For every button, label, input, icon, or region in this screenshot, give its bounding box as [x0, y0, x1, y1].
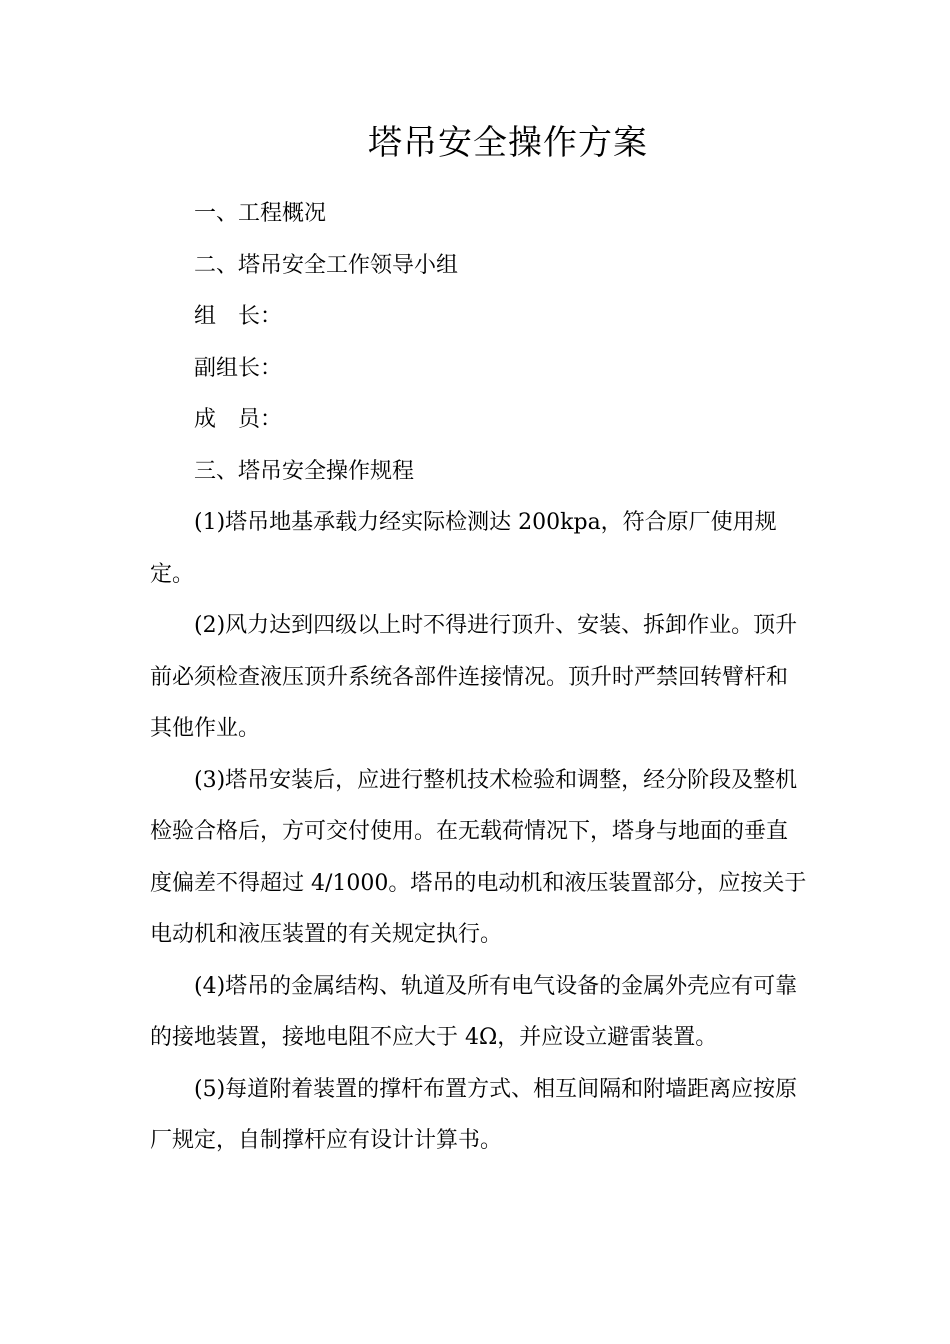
paragraph-line: (2)风力达到四级以上时不得进行顶升、安装、拆卸作业。顶升 — [194, 613, 798, 638]
section-heading-overview: 一、工程概况 — [194, 201, 327, 226]
document-body — [150, 188, 810, 1167]
paragraph-line: (4)塔吊的金属结构、轨道及所有电气设备的金属外壳应有可靠 — [194, 973, 798, 999]
paragraph-line: 前必须检查液压顶升系统各部件连接情况。顶升时严禁回转臂杆和 — [150, 664, 789, 690]
paragraph-line: (5)每道附着装置的撑杆布置方式、相互间隔和附墙距离应按原 — [194, 1076, 798, 1102]
paragraph-line: (1)塔吊地基承载力经实际检测达 200kpa，符合原厂使用规 — [194, 510, 777, 535]
paragraph-line: 定。 — [150, 561, 195, 587]
section-heading-leadership-group: 二、塔吊安全工作领导小组 — [194, 252, 459, 278]
paragraph-line: (3)塔吊安装后，应进行整机技术检验和调整，经分阶段及整机 — [194, 767, 798, 793]
paragraph-line: 度偏差不得超过 4/1000。塔吊的电动机和液压装置部分，应按关于 — [150, 870, 807, 896]
group-leader-label: 组 长： — [194, 304, 283, 329]
deputy-leader-label: 副组长： — [194, 355, 283, 381]
paragraph-line: 厂规定，自制撑杆应有设计计算书。 — [150, 1128, 503, 1153]
paragraph-line: 电动机和液压装置的有关规定执行。 — [150, 922, 503, 947]
paragraph-line: 的接地装置，接地电阻不应大于 4Ω，并应设立避雷装置。 — [150, 1025, 718, 1050]
paragraph-line: 检验合格后，方可交付使用。在无载荷情况下，塔身与地面的垂直 — [150, 819, 789, 844]
section-heading-procedures: 三、塔吊安全操作规程 — [194, 458, 415, 484]
document-title: 塔吊安全操作方案 — [368, 123, 648, 163]
paragraph-line: 其他作业。 — [150, 716, 261, 741]
members-label: 成 员： — [194, 407, 283, 432]
